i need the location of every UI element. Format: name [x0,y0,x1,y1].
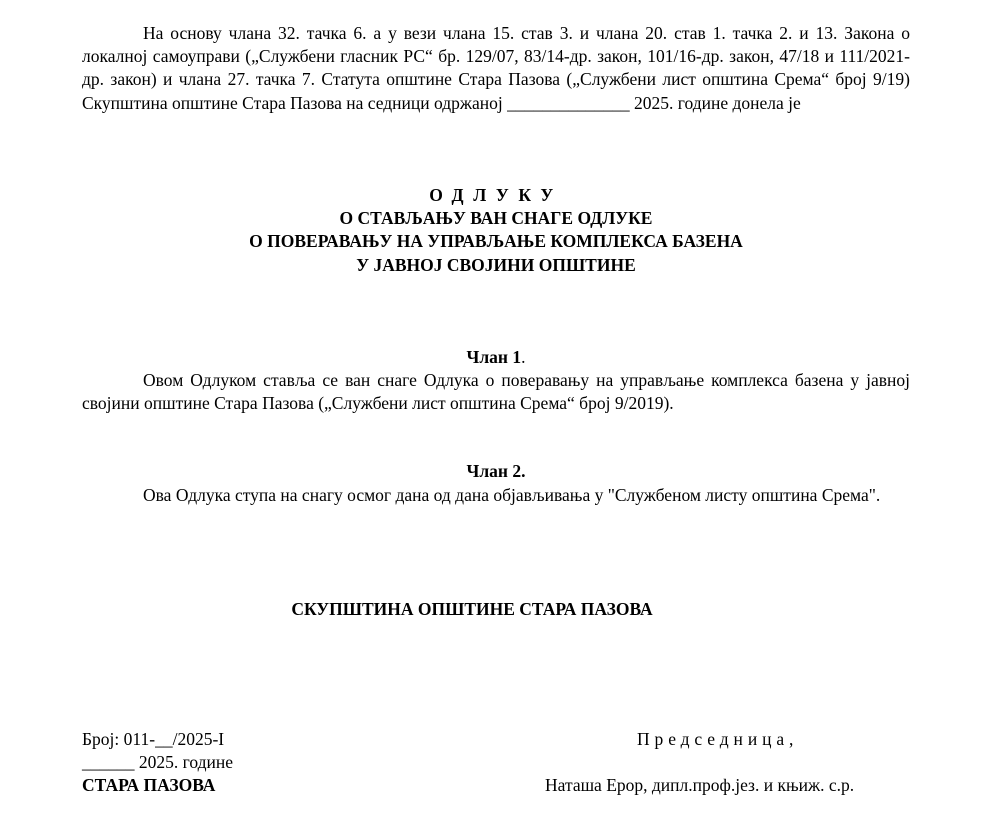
president-name: Наташа Ерор, дипл.проф.јез. и књиж. с.р. [545,775,855,795]
decision-subtitle-line-1: О СТАВЉАЊУ ВАН СНАГЕ ОДЛУКЕ [339,208,653,228]
article-2-body: Ова Одлука ступа на снагу осмог дана од дана објављивања у "Службеном листу општина Срема". [143,485,881,505]
article-1-heading-label: Члан 1 [466,347,522,367]
document-number: Број: 011-__/2025-I [82,729,225,749]
article-2-heading [82,460,910,483]
document-place: СТАРА ПАЗОВА [82,775,216,795]
president-title: Председница, [637,729,799,749]
document-date: ______ 2025. године [82,752,234,772]
preamble-paragraph: На основу члана 32. тачка 6. а у вези члана 15. став 3. и члана 20. став 1. тачка 2. и 13. Закона о локалној самоуправи („Службени гласник РС“ бр. 129/07, 83/14-др. закон, 101/16-др. закон, 47/18 и 111/2021-др. закон) и члана 27. тачка 7. Статута општине Стара Пазова („Службени лист општина Срема“ број 9/19) Скупштина општине Стара Пазова на седници одржаној ______________ 2025. године донела је [82,23,910,113]
decision-title: ОДЛУКУ [429,185,563,205]
assembly-name: СКУПШТИНА ОПШТИНЕ СТАРА ПАЗОВА [291,599,653,619]
decision-subtitle-line-2: О ПОВЕРАВАЊУ НА УПРАВЉАЊЕ КОМПЛЕКСА БАЗЕНА [249,231,743,251]
article-1-heading-suffix: . [521,347,526,367]
article-1-heading [82,346,910,369]
decision-subtitle-line-3: У ЈАВНОЈ СВОЈИНИ ОПШТИНЕ [356,255,636,275]
article-1-body: Овом Одлуком ставља се ван снаге Одлука о поверавању на управљање комплекса базена у јавној својини општине Стара Пазова („Службени лист општина Срема“ број 9/2019). [82,370,910,414]
article-2-heading-label: Члан 2. [466,461,526,481]
